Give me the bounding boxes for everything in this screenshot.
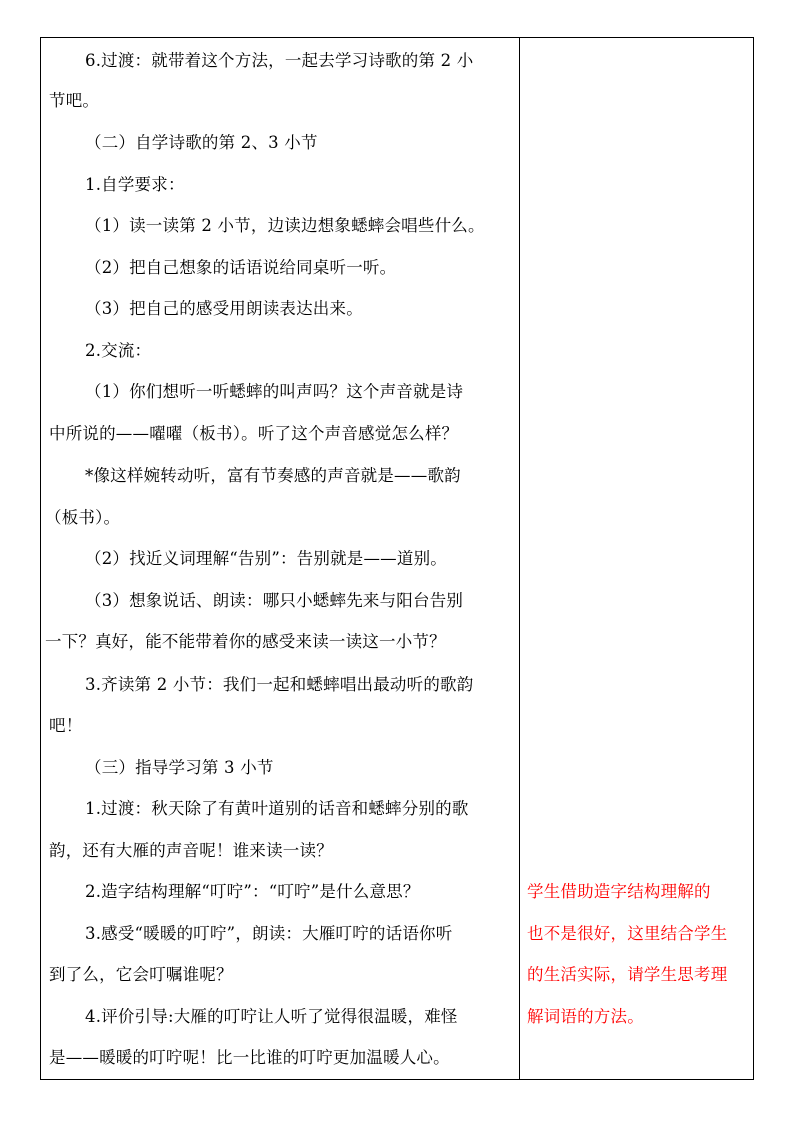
- text-line: 6.过渡：就带着这个方法，一起去学习诗歌的第 2 小: [85, 51, 474, 70]
- teaching-process-column: [41, 38, 519, 1079]
- text-line: *像这样婉转动听，富有节奏感的声音就是——歌韵: [85, 466, 461, 485]
- text-line: （板书）。: [45, 508, 121, 527]
- lesson-table: [40, 37, 754, 1080]
- text-line: 2.造字结构理解“叮咛”：“叮咛”是什么意思？: [85, 882, 420, 901]
- text-line: 3.齐读第 2 小节：我们一起和蟋蟀唱出最动听的歌韵: [85, 675, 474, 694]
- note-line: 学生借助造字结构理解的: [527, 882, 711, 901]
- text-line: 一下？真好，能不能带着你的感受来读一读这一小节？: [45, 632, 446, 651]
- section-heading: （三）指导学习第 3 小节: [85, 758, 274, 777]
- text-line: 是——暖暖的叮咛呢！比一比谁的叮咛更加温暖人心。: [49, 1048, 450, 1067]
- text-line: 节吧。: [49, 91, 100, 110]
- text-line: 韵，还有大雁的声音呢！谁来读一读？: [49, 841, 333, 860]
- section-heading: （二）自学诗歌的第 2、3 小节: [85, 133, 318, 152]
- text-line: （1）你们想听一听蟋蟀的叫声吗？这个声音就是诗: [85, 382, 464, 401]
- note-line: 解词语的方法。: [527, 1007, 644, 1026]
- text-line: （3）想象说话、朗读：哪只小蟋蟀先来与阳台告别: [85, 591, 464, 610]
- text-line: 2.交流：: [85, 341, 152, 360]
- text-line: 3.感受“暖暖的叮咛”，朗读：大雁叮咛的话语你听: [85, 924, 453, 943]
- reflection-column: [520, 38, 754, 1079]
- text-line: 吧！: [49, 716, 83, 735]
- text-line: （1）读一读第 2 小节，边读边想象蟋蟀会唱些什么。: [85, 216, 485, 235]
- text-line: （2）把自己想象的话语说给同桌听一听。: [85, 258, 397, 277]
- text-line: 1.过渡：秋天除了有黄叶道别的话音和蟋蟀分别的歌: [85, 799, 469, 818]
- text-line: 到了么，它会叮嘱谁呢？: [49, 965, 233, 984]
- text-line: 中所说的——嚁嚁（板书）。听了这个声音感觉怎么样？: [49, 424, 459, 443]
- note-line: 的生活实际，请学生思考理: [527, 965, 728, 984]
- text-line: （3）把自己的感受用朗读表达出来。: [85, 299, 363, 318]
- text-line: 4.评价引导:大雁的叮咛让人听了觉得很温暖，难怪: [85, 1007, 458, 1026]
- text-line: 1.自学要求：: [85, 175, 185, 194]
- note-line: 也不是很好，这里结合学生: [527, 924, 728, 943]
- text-line: （2）找近义词理解“告别”：告别就是——道别。: [85, 549, 447, 568]
